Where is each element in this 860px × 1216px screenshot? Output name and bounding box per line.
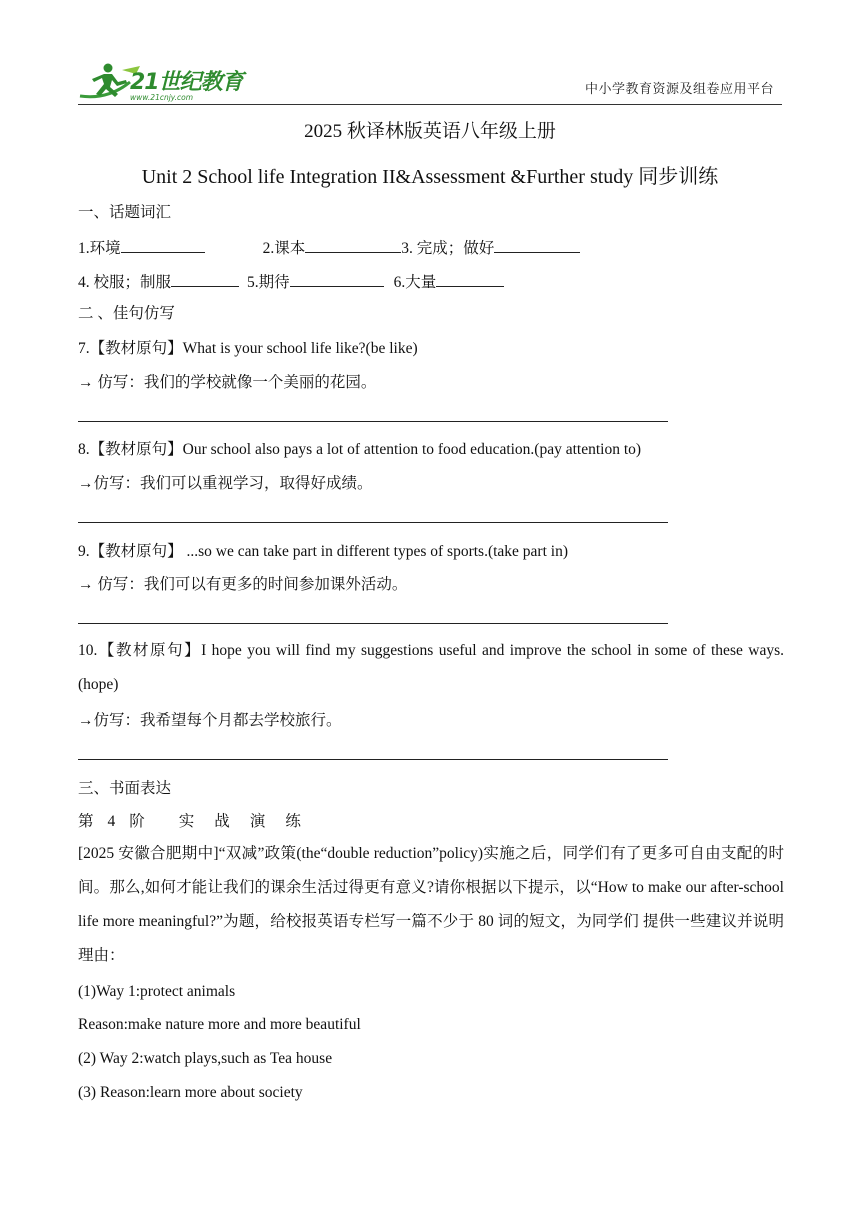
practice-level	[78, 811, 788, 833]
question-7: 7.【教材原句】What is your school life like?(be like)	[78, 340, 418, 357]
answer-line[interactable]	[78, 623, 668, 624]
runner-logo-icon	[78, 60, 248, 102]
logo	[78, 60, 248, 102]
vocab-item-2: 2.课本	[262, 240, 306, 257]
vocab-item-4: 4. 校服；制服	[78, 274, 172, 291]
answer-blank[interactable]	[290, 270, 384, 287]
level-char: 第	[78, 813, 94, 830]
answer-blank[interactable]	[121, 236, 205, 253]
question-7-imitate: → 仿写：我们的学校就像一个美丽的花园。	[78, 374, 377, 391]
vocab-row-2	[78, 270, 788, 294]
answer-blank[interactable]	[436, 270, 504, 287]
answer-line[interactable]	[78, 522, 668, 523]
vocab-row-1	[78, 236, 788, 260]
vocab-item-1: 1.环境	[78, 240, 121, 257]
logo-text: 21世纪教育	[130, 70, 243, 95]
hint-3: (2) Way 2:watch plays,such as Tea house	[78, 1050, 333, 1067]
vocab-item-6: 6.大量	[393, 274, 437, 291]
question-10-imitate: →仿写：我希望每个月都去学校旅行。	[78, 712, 342, 729]
vocab-item-5: 5.期待	[247, 274, 290, 291]
question-10: 10.【教材原句】I hope you will find my suggestions useful and improve the school in some of these ways.(hope)	[78, 642, 784, 693]
page-header	[78, 56, 782, 105]
section-heading-sentences: 二 、佳句仿写	[78, 305, 175, 322]
level-char: 阶	[129, 813, 145, 830]
answer-blank[interactable]	[305, 236, 401, 253]
writing-prompt: [2025 安徽合肥期中]“双减”政策(the“double reduction”policy)实施之后，同学们有了更多可自由支配的时间。那么,如何才能让我们的课余生活过得更有意义?请你根据以下提示，以“How to make our after-school life more meaningful?”为题，给校报英语专栏写一篇不少于 80 词的短文，为同学们 提供一些建议并说明理由：	[78, 845, 784, 964]
level-char: 演	[249, 813, 266, 830]
level-char: 实	[178, 813, 195, 830]
logo-url: www.21cnjy.com	[130, 93, 194, 102]
vocab-item-3: 3. 完成；做好	[401, 240, 495, 257]
level-char: 战	[214, 813, 230, 830]
question-9: 9.【教材原句】 ...so we can take part in different types of sports.(take part in)	[78, 543, 568, 560]
answer-blank[interactable]	[171, 270, 239, 287]
level-char: 练	[285, 813, 301, 830]
question-9-imitate: → 仿写：我们可以有更多的时间参加课外活动。	[78, 576, 408, 593]
hint-1: (1)Way 1:protect animals	[78, 983, 236, 1000]
answer-line[interactable]	[78, 759, 668, 760]
question-8: 8.【教材原句】Our school also pays a lot of attention to food education.(pay attention to)	[78, 441, 642, 458]
answer-blank[interactable]	[494, 236, 580, 253]
section-heading-vocab: 一、话题词汇	[78, 204, 172, 221]
doc-title: 2025 秋译林版英语八年级上册	[304, 121, 556, 142]
question-8-imitate: →仿写：我们可以重视学习，取得好成绩。	[78, 475, 373, 492]
doc-subtitle: Unit 2 School life Integration II&Assessment &Further study 同步训练	[141, 166, 719, 188]
platform-name: 中小学教育资源及组卷应用平台	[584, 82, 774, 97]
answer-line[interactable]	[78, 421, 668, 422]
level-char: 4	[107, 813, 116, 830]
section-heading-writing: 三、书面表达	[78, 780, 172, 797]
hint-2: Reason:make nature more and more beautiful	[78, 1016, 361, 1033]
hint-4: (3) Reason:learn more about society	[78, 1084, 303, 1101]
